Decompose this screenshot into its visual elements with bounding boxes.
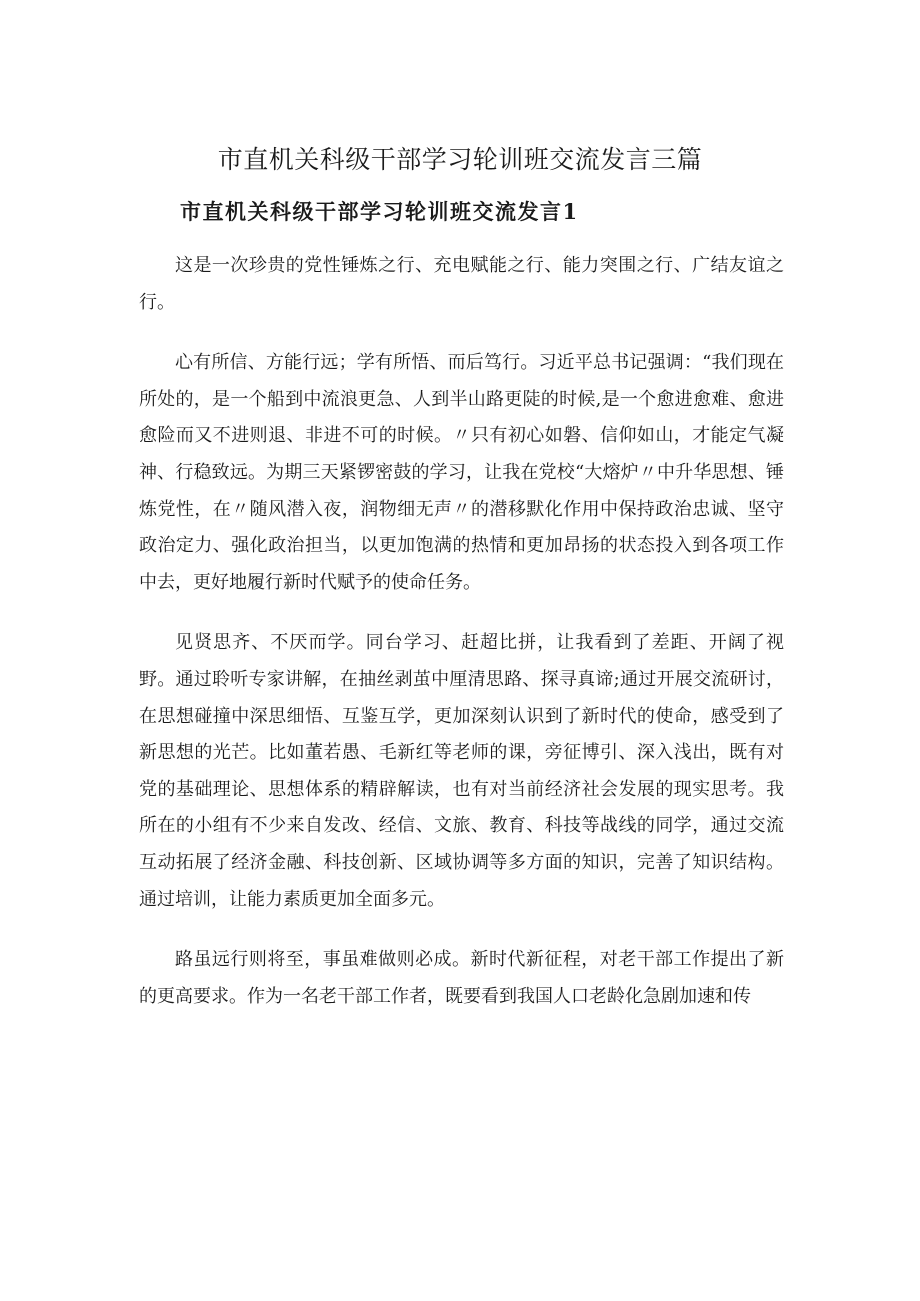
- document-title: 市直机关科级干部学习轮训班交流发言三篇: [217, 145, 703, 174]
- document-body: [139, 248, 784, 1039]
- paragraph: 见贤思齐、不厌而学。同台学习、赶超比拼，让我看到了差距、开阔了视野。通过聆听专家讲解，在抽丝剥茧中厘清思路、探寻真谛;通过开展交流研讨，在思想碰撞中深思细悟、互鉴互学，更加深刻认识到了新时代的使命，感受到了新思想的光芒。比如董若愚、毛新红等老师的课，旁征博引、深入浅出，既有对党的基础理论、思想体系的精辟解读，也有对当前经济社会发展的现实思考。我所在的小组有不少来自发改、经信、文旅、教育、科技等战线的同学，通过交流互动拓展了经济金融、科技创新、区域协调等多方面的知识，完善了知识结构。通过培训，让能力素质更加全面多元。: [139, 632, 784, 910]
- paragraph: 路虽远行则将至，事虽难做则必成。新时代新征程，对老干部工作提出了新的更高要求。作为一名老干部工作者，既要看到我国人口老龄化急剧加速和传: [139, 949, 784, 1007]
- paragraph: 心有所信、方能行远；学有所悟、而后笃行。习近平总书记强调：“我们现在所处的，是一个船到中流浪更急、人到半山路更陡的时候,是一个愈进愈难、愈进愈险而又不进则退、非进不可的时候。〃只有初心如磐、信仰如山，才能定气凝神、行稳致远。为期三天紧锣密鼓的学习，让我在党校“大熔炉〃中升华思想、锤炼党性，在〃随风潜入夜，润物细无声〃的潜移默化作用中保持政治忠诚、坚守政治定力、强化政治担当，以更加饱满的热情和更加昂扬的状态投入到各项工作中去，更好地履行新时代赋予的使命任务。: [139, 352, 784, 593]
- section-subtitle: 市直机关科级干部学习轮训班交流发言1: [180, 199, 579, 224]
- paragraph: 这是一次珍贵的党性锤炼之行、充电赋能之行、能力突围之行、广结友谊之行。: [139, 255, 784, 313]
